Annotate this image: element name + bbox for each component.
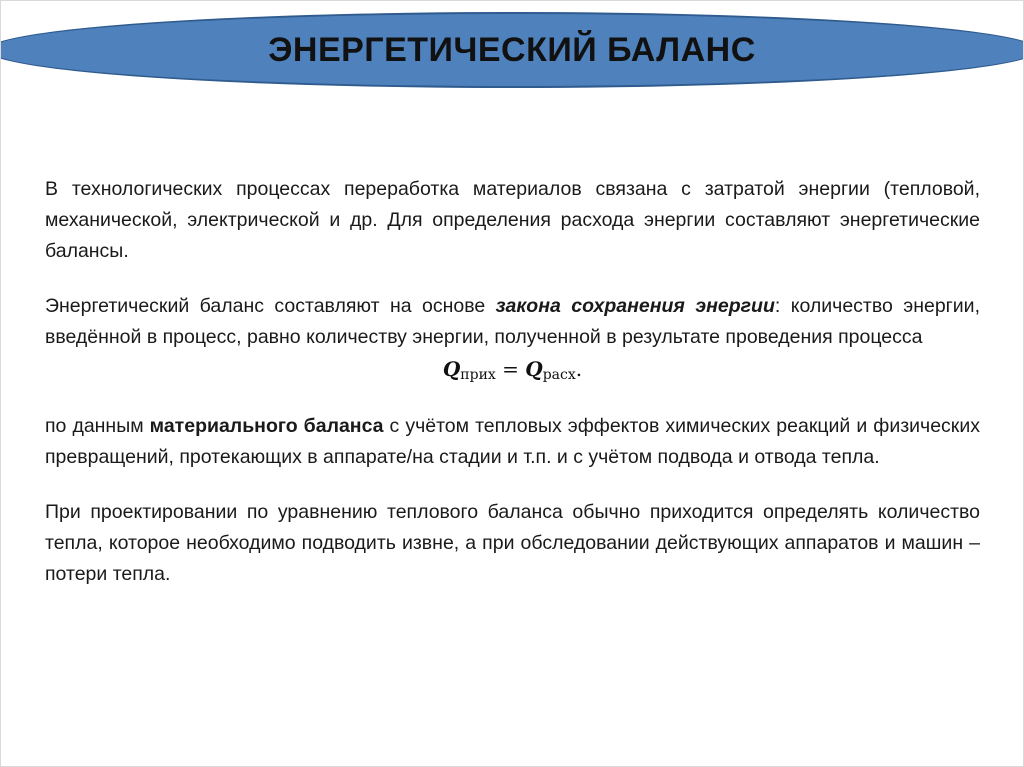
paragraph-energy-law bbox=[45, 291, 980, 353]
paragraph-material-balance bbox=[45, 411, 980, 473]
energy-conservation-law-emphasis: закона сохранения энергии bbox=[495, 295, 775, 317]
formula-rhs-subscript: расх bbox=[542, 367, 576, 383]
formula-operator: = bbox=[495, 357, 526, 381]
material-balance-emphasis: материального баланса bbox=[149, 415, 384, 437]
balance-formula bbox=[45, 355, 980, 389]
formula-end: . bbox=[575, 357, 583, 381]
paragraph-gap bbox=[45, 267, 980, 291]
slide-title: ЭНЕРГЕТИЧЕСКИЙ БАЛАНС bbox=[268, 30, 756, 69]
slide-body bbox=[45, 174, 980, 590]
paragraph-material-balance-lead: по данным bbox=[45, 415, 150, 437]
paragraph-intro: В технологических процессах переработка материалов связана с затратой энергии (тепловой, механической, электрической и др. Для определения расхода энергии составляют энергетические балансы. bbox=[45, 178, 980, 262]
paragraph-gap bbox=[45, 389, 980, 411]
paragraph-design: При проектировании по уравнению теплового баланса обычно приходится определять количество тепла, которое необходимо подводить извне, а при обследовании действующих аппаратов и машин – потери тепла. bbox=[45, 501, 980, 585]
paragraph-gap bbox=[45, 473, 980, 497]
formula-rhs-symbol: Q bbox=[525, 357, 543, 381]
paragraph-energy-law-lead: Энергетический баланс составляют на основе bbox=[45, 295, 496, 317]
paragraph-material-balance-rest: с учётом тепловых эффектов химических реакций и физических превращений, протекающих в аппарате/на стадии и т.п. и с учётом подвода и отвода тепла. bbox=[45, 415, 980, 468]
paragraph-energy-law-rest: : количество энергии, введённой в процесс, равно количеству энергии, полученной в результате проведения процесса bbox=[45, 295, 980, 348]
formula-lhs-symbol: Q bbox=[442, 357, 461, 381]
formula-lhs-subscript: прих bbox=[460, 367, 496, 383]
